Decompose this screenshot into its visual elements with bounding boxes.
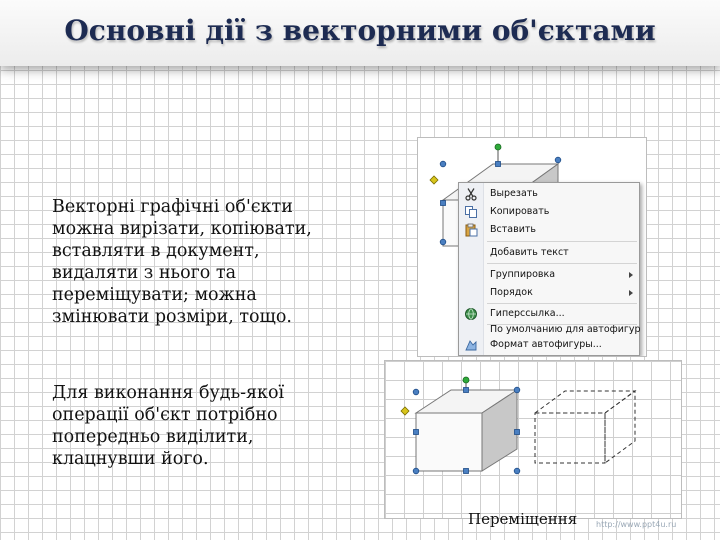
adjust-handle	[430, 176, 438, 184]
rotation-handle	[463, 377, 469, 383]
resize-handle	[555, 157, 561, 163]
context-menu-screenshot	[417, 137, 647, 357]
menu-item-label: Формат автофигуры...	[490, 339, 602, 350]
slide-title: Основні дії з векторними об'єктами	[64, 14, 656, 47]
move-caption: Переміщення	[468, 510, 578, 528]
menu-item-label: Порядок	[490, 287, 533, 298]
paragraph-selection: Для виконання будь-якої операції об'єкт потрібно попередньо виділити, клацнувши його.	[52, 383, 285, 469]
menu-item-cut[interactable]	[459, 185, 639, 203]
resize-handle	[464, 469, 469, 474]
resize-handle	[440, 161, 446, 167]
menu-item-label: По умолчанию для автофигур	[490, 324, 641, 335]
menu-item-add-text[interactable]	[459, 244, 639, 262]
menu-item-paste[interactable]	[459, 221, 639, 239]
context-menu	[458, 182, 640, 356]
menu-item-format-autoshape[interactable]	[459, 336, 639, 354]
resize-handle	[464, 388, 469, 393]
resize-handle	[441, 201, 446, 206]
format-shape-icon	[464, 338, 478, 352]
watermark: http://www.ppt4u.ru	[596, 520, 677, 529]
title-band	[0, 0, 720, 66]
menu-item-order[interactable]	[459, 284, 639, 302]
menu-item-label: Вырезать	[490, 188, 538, 199]
menu-item-label: Вставить	[490, 224, 537, 235]
menu-separator	[487, 241, 637, 242]
submenu-arrow-icon	[629, 272, 633, 278]
menu-item-copy[interactable]	[459, 203, 639, 221]
resize-handle	[413, 389, 419, 395]
menu-separator	[487, 303, 637, 304]
submenu-arrow-icon	[629, 290, 633, 296]
copy-icon	[464, 205, 478, 219]
resize-handle	[514, 468, 520, 474]
menu-separator	[487, 263, 637, 264]
move-illustration	[384, 360, 682, 519]
adjust-handle	[401, 407, 409, 415]
menu-item-label: Добавить текст	[490, 247, 569, 258]
menu-item-label: Группировка	[490, 269, 556, 280]
paragraph-actions: Векторні графічні об'єкти можна вирізати, копіювати, вставляти в документ, видаляти з нього та переміщувати; можна змінювати розміри, тощо.	[52, 197, 312, 327]
ghost-cube-side	[605, 391, 635, 463]
cube-move-drawing	[385, 361, 681, 518]
resize-handle	[413, 468, 419, 474]
menu-item-label: Копировать	[490, 206, 550, 217]
rotation-handle	[495, 144, 501, 150]
menu-item-label: Гиперссылка...	[490, 308, 565, 319]
scissors-icon	[464, 187, 478, 201]
ghost-cube-top	[535, 391, 635, 413]
resize-handle	[514, 387, 520, 393]
menu-item-grouping[interactable]	[459, 266, 639, 284]
paste-icon	[464, 223, 478, 237]
resize-handle	[496, 162, 501, 167]
resize-handle	[414, 430, 419, 435]
ghost-cube-front	[535, 413, 605, 463]
cube-front-face	[416, 413, 482, 471]
resize-handle	[440, 239, 446, 245]
resize-handle	[515, 430, 520, 435]
